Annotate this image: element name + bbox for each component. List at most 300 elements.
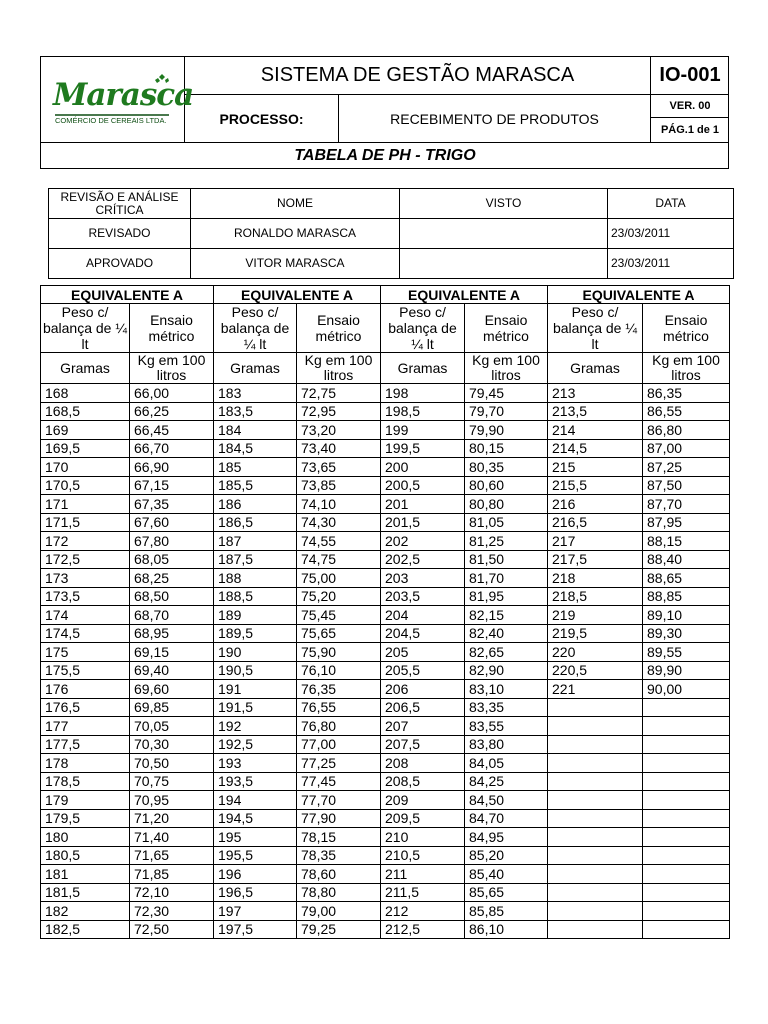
table-row — [41, 439, 730, 458]
metric-kg-cell — [643, 698, 730, 717]
weight-grams-cell: 186 — [214, 495, 297, 514]
metric-kg-cell: 67,60 — [130, 513, 214, 532]
weight-grams-cell: 184,5 — [214, 439, 297, 458]
metric-kg-cell: 66,45 — [130, 421, 214, 440]
process-label: PROCESSO: — [219, 110, 304, 127]
weight-grams-cell — [548, 920, 643, 939]
metric-kg-cell: 66,90 — [130, 458, 214, 477]
weight-grams-cell: 207,5 — [381, 735, 465, 754]
metric-kg-cell — [643, 846, 730, 865]
metric-kg-cell: 72,10 — [130, 883, 214, 902]
logo-subtitle: COMÉRCIO DE CEREAIS LTDA. — [55, 116, 167, 125]
metric-kg-cell: 79,00 — [297, 902, 381, 921]
weight-grams-cell: 197 — [214, 902, 297, 921]
weight-grams-cell: 206 — [381, 680, 465, 699]
table-row — [41, 643, 730, 662]
table-row — [41, 624, 730, 643]
metric-kg-cell: 81,25 — [465, 532, 548, 551]
weight-grams-cell: 192 — [214, 717, 297, 736]
weight-grams-cell: 190 — [214, 643, 297, 662]
metric-kg-cell: 71,65 — [130, 846, 214, 865]
metric-kg-cell: 80,35 — [465, 458, 548, 477]
metric-kg-cell: 70,50 — [130, 754, 214, 773]
weight-grams-cell: 209,5 — [381, 809, 465, 828]
revision-name: RONALDO MARASCA — [191, 219, 400, 249]
metric-kg-cell — [643, 735, 730, 754]
column-header-row — [41, 304, 730, 353]
unit-header-kg: Kg em 100 litros — [130, 353, 214, 384]
weight-grams-cell: 213,5 — [548, 402, 643, 421]
weight-grams-cell: 208,5 — [381, 772, 465, 791]
metric-kg-cell: 86,80 — [643, 421, 730, 440]
metric-kg-cell: 68,50 — [130, 587, 214, 606]
ph-table-body — [41, 384, 730, 939]
weight-grams-cell: 177,5 — [41, 735, 130, 754]
weight-grams-cell: 196 — [214, 865, 297, 884]
metric-kg-cell: 69,15 — [130, 643, 214, 662]
metric-kg-cell: 73,40 — [297, 439, 381, 458]
metric-kg-cell: 79,70 — [465, 402, 548, 421]
weight-grams-cell: 203 — [381, 569, 465, 588]
metric-kg-cell: 72,75 — [297, 384, 381, 403]
metric-kg-cell: 87,00 — [643, 439, 730, 458]
table-row — [41, 772, 730, 791]
metric-kg-cell — [643, 772, 730, 791]
weight-grams-cell: 193 — [214, 754, 297, 773]
weight-grams-cell: 180 — [41, 828, 130, 847]
weight-grams-cell: 190,5 — [214, 661, 297, 680]
metric-kg-cell: 68,70 — [130, 606, 214, 625]
metric-kg-cell: 71,85 — [130, 865, 214, 884]
weight-grams-cell: 188,5 — [214, 587, 297, 606]
weight-grams-cell: 212 — [381, 902, 465, 921]
weight-grams-cell — [548, 883, 643, 902]
metric-kg-cell: 74,30 — [297, 513, 381, 532]
system-title: SISTEMA DE GESTÃO MARASCA — [260, 64, 575, 86]
metric-kg-cell: 77,90 — [297, 809, 381, 828]
weight-grams-cell: 199,5 — [381, 439, 465, 458]
metric-kg-cell: 72,95 — [297, 402, 381, 421]
weight-grams-cell: 192,5 — [214, 735, 297, 754]
weight-grams-cell: 205,5 — [381, 661, 465, 680]
metric-kg-cell — [643, 902, 730, 921]
weight-grams-cell: 168 — [41, 384, 130, 403]
weight-grams-cell: 186,5 — [214, 513, 297, 532]
metric-kg-cell: 68,25 — [130, 569, 214, 588]
weight-grams-cell: 183 — [214, 384, 297, 403]
metric-kg-cell: 83,55 — [465, 717, 548, 736]
column-header-weight: Peso c/ balança de ¼ lt — [41, 304, 130, 353]
metric-kg-cell: 85,65 — [465, 883, 548, 902]
metric-kg-cell: 83,80 — [465, 735, 548, 754]
weight-grams-cell: 172,5 — [41, 550, 130, 569]
metric-kg-cell: 86,10 — [465, 920, 548, 939]
revision-signature — [400, 249, 608, 279]
document-header — [40, 56, 729, 169]
revision-header-cell: REVISÃO E ANÁLISE CRÍTICA — [49, 189, 191, 219]
weight-grams-cell: 208 — [381, 754, 465, 773]
weight-grams-cell: 179,5 — [41, 809, 130, 828]
weight-grams-cell: 182 — [41, 902, 130, 921]
metric-kg-cell: 77,45 — [297, 772, 381, 791]
weight-grams-cell: 169,5 — [41, 439, 130, 458]
column-header-metric: Ensaio métrico — [297, 304, 381, 353]
metric-kg-cell: 69,60 — [130, 680, 214, 699]
weight-grams-cell — [548, 735, 643, 754]
weight-grams-cell: 177 — [41, 717, 130, 736]
metric-kg-cell: 73,20 — [297, 421, 381, 440]
revision-table — [48, 188, 734, 279]
weight-grams-cell — [548, 717, 643, 736]
weight-grams-cell: 173 — [41, 569, 130, 588]
metric-kg-cell: 71,20 — [130, 809, 214, 828]
metric-kg-cell: 75,20 — [297, 587, 381, 606]
metric-kg-cell: 82,65 — [465, 643, 548, 662]
weight-grams-cell: 221 — [548, 680, 643, 699]
metric-kg-cell: 67,15 — [130, 476, 214, 495]
table-row — [41, 735, 730, 754]
table-row — [41, 476, 730, 495]
weight-grams-cell: 184 — [214, 421, 297, 440]
weight-grams-cell: 210 — [381, 828, 465, 847]
metric-kg-cell: 88,85 — [643, 587, 730, 606]
table-row — [41, 569, 730, 588]
metric-kg-cell: 86,55 — [643, 402, 730, 421]
table-row — [41, 550, 730, 569]
metric-kg-cell — [643, 809, 730, 828]
weight-grams-cell: 205 — [381, 643, 465, 662]
metric-kg-cell: 71,40 — [130, 828, 214, 847]
unit-header-kg: Kg em 100 litros — [465, 353, 548, 384]
weight-grams-cell: 204 — [381, 606, 465, 625]
metric-kg-cell: 84,25 — [465, 772, 548, 791]
table-row — [41, 587, 730, 606]
weight-grams-cell: 181 — [41, 865, 130, 884]
revision-row — [49, 249, 734, 279]
table-row — [41, 883, 730, 902]
metric-kg-cell: 74,75 — [297, 550, 381, 569]
weight-grams-cell: 202 — [381, 532, 465, 551]
column-header-metric: Ensaio métrico — [465, 304, 548, 353]
metric-kg-cell: 87,95 — [643, 513, 730, 532]
weight-grams-cell: 193,5 — [214, 772, 297, 791]
weight-grams-cell: 169 — [41, 421, 130, 440]
metric-kg-cell: 75,00 — [297, 569, 381, 588]
metric-kg-cell: 87,70 — [643, 495, 730, 514]
column-header-weight: Peso c/ balança de ¼ lt — [381, 304, 465, 353]
weight-grams-cell: 180,5 — [41, 846, 130, 865]
metric-kg-cell — [643, 754, 730, 773]
weight-grams-cell: 178 — [41, 754, 130, 773]
revision-role: APROVADO — [49, 249, 191, 279]
metric-kg-cell: 79,45 — [465, 384, 548, 403]
metric-kg-cell: 90,00 — [643, 680, 730, 699]
weight-grams-cell: 183,5 — [214, 402, 297, 421]
table-row — [41, 606, 730, 625]
weight-grams-cell: 198 — [381, 384, 465, 403]
metric-kg-cell: 81,50 — [465, 550, 548, 569]
metric-kg-cell: 70,05 — [130, 717, 214, 736]
weight-grams-cell: 187,5 — [214, 550, 297, 569]
metric-kg-cell: 79,25 — [297, 920, 381, 939]
weight-grams-cell: 189,5 — [214, 624, 297, 643]
metric-kg-cell: 80,15 — [465, 439, 548, 458]
metric-kg-cell: 70,30 — [130, 735, 214, 754]
metric-kg-cell: 84,05 — [465, 754, 548, 773]
weight-grams-cell: 176,5 — [41, 698, 130, 717]
metric-kg-cell: 83,10 — [465, 680, 548, 699]
metric-kg-cell: 72,30 — [130, 902, 214, 921]
table-title: TABELA DE PH - TRIGO — [294, 147, 476, 164]
weight-grams-cell — [548, 809, 643, 828]
weight-grams-cell: 188 — [214, 569, 297, 588]
weight-grams-cell: 216,5 — [548, 513, 643, 532]
weight-grams-cell: 168,5 — [41, 402, 130, 421]
weight-grams-cell: 200,5 — [381, 476, 465, 495]
metric-kg-cell — [643, 791, 730, 810]
metric-kg-cell: 82,90 — [465, 661, 548, 680]
metric-kg-cell: 87,50 — [643, 476, 730, 495]
table-row — [41, 402, 730, 421]
weight-grams-cell: 219 — [548, 606, 643, 625]
revision-date: 23/03/2011 — [608, 249, 734, 279]
metric-kg-cell: 74,55 — [297, 532, 381, 551]
unit-header-grams: Gramas — [214, 353, 297, 384]
weight-grams-cell: 211,5 — [381, 883, 465, 902]
metric-kg-cell: 82,40 — [465, 624, 548, 643]
weight-grams-cell: 209 — [381, 791, 465, 810]
weight-grams-cell: 181,5 — [41, 883, 130, 902]
metric-kg-cell: 73,85 — [297, 476, 381, 495]
table-row — [41, 532, 730, 551]
weight-grams-cell: 194,5 — [214, 809, 297, 828]
weight-grams-cell: 171 — [41, 495, 130, 514]
metric-kg-cell — [643, 920, 730, 939]
weight-grams-cell: 214 — [548, 421, 643, 440]
table-row — [41, 421, 730, 440]
table-row — [41, 828, 730, 847]
revision-signature — [400, 219, 608, 249]
metric-kg-cell: 83,35 — [465, 698, 548, 717]
weight-grams-cell: 201 — [381, 495, 465, 514]
weight-grams-cell: 170,5 — [41, 476, 130, 495]
weight-grams-cell: 175 — [41, 643, 130, 662]
weight-grams-cell — [548, 865, 643, 884]
weight-grams-cell: 215,5 — [548, 476, 643, 495]
revision-role: REVISADO — [49, 219, 191, 249]
weight-grams-cell: 178,5 — [41, 772, 130, 791]
weight-grams-cell: 218,5 — [548, 587, 643, 606]
weight-grams-cell: 189 — [214, 606, 297, 625]
weight-grams-cell: 220 — [548, 643, 643, 662]
weight-grams-cell: 185,5 — [214, 476, 297, 495]
metric-kg-cell: 88,15 — [643, 532, 730, 551]
weight-grams-cell: 171,5 — [41, 513, 130, 532]
metric-kg-cell: 78,80 — [297, 883, 381, 902]
weight-grams-cell: 176 — [41, 680, 130, 699]
weight-grams-cell: 198,5 — [381, 402, 465, 421]
metric-kg-cell: 76,10 — [297, 661, 381, 680]
weight-grams-cell: 196,5 — [214, 883, 297, 902]
metric-kg-cell: 77,00 — [297, 735, 381, 754]
weight-grams-cell: 179 — [41, 791, 130, 810]
document-code: IO-001 — [659, 64, 721, 86]
metric-kg-cell: 78,15 — [297, 828, 381, 847]
weight-grams-cell: 214,5 — [548, 439, 643, 458]
table-row — [41, 920, 730, 939]
revision-row — [49, 219, 734, 249]
metric-kg-cell: 82,15 — [465, 606, 548, 625]
metric-kg-cell: 86,35 — [643, 384, 730, 403]
weight-grams-cell: 191 — [214, 680, 297, 699]
weight-grams-cell — [548, 698, 643, 717]
table-row — [41, 384, 730, 403]
metric-kg-cell: 81,70 — [465, 569, 548, 588]
metric-kg-cell: 85,85 — [465, 902, 548, 921]
table-row — [41, 717, 730, 736]
metric-kg-cell: 66,70 — [130, 439, 214, 458]
table-row — [41, 865, 730, 884]
weight-grams-cell — [548, 828, 643, 847]
metric-kg-cell: 80,60 — [465, 476, 548, 495]
weight-grams-cell: 217,5 — [548, 550, 643, 569]
logo-wordmark: Marasca — [53, 77, 194, 113]
metric-kg-cell: 84,70 — [465, 809, 548, 828]
metric-kg-cell — [643, 883, 730, 902]
weight-grams-cell: 212,5 — [381, 920, 465, 939]
weight-grams-cell — [548, 791, 643, 810]
metric-kg-cell: 75,65 — [297, 624, 381, 643]
metric-kg-cell: 78,60 — [297, 865, 381, 884]
metric-kg-cell: 81,05 — [465, 513, 548, 532]
metric-kg-cell: 70,95 — [130, 791, 214, 810]
weight-grams-cell: 203,5 — [381, 587, 465, 606]
metric-kg-cell: 75,45 — [297, 606, 381, 625]
table-row — [41, 754, 730, 773]
weight-grams-cell: 206,5 — [381, 698, 465, 717]
weight-grams-cell — [548, 754, 643, 773]
metric-kg-cell: 72,50 — [130, 920, 214, 939]
process-value: RECEBIMENTO DE PRODUTOS — [390, 110, 599, 127]
company-logo — [51, 73, 194, 133]
weight-grams-cell — [548, 846, 643, 865]
metric-kg-cell: 76,35 — [297, 680, 381, 699]
weight-grams-cell — [548, 902, 643, 921]
metric-kg-cell — [643, 717, 730, 736]
unit-header-row — [41, 353, 730, 384]
column-header-weight: Peso c/ balança de ¼ lt — [214, 304, 297, 353]
table-row — [41, 791, 730, 810]
metric-kg-cell: 68,95 — [130, 624, 214, 643]
weight-grams-cell: 217 — [548, 532, 643, 551]
group-header: EQUIVALENTE A — [548, 286, 730, 304]
weight-grams-cell: 215 — [548, 458, 643, 477]
metric-kg-cell: 80,80 — [465, 495, 548, 514]
metric-kg-cell: 79,90 — [465, 421, 548, 440]
metric-kg-cell: 81,95 — [465, 587, 548, 606]
metric-kg-cell: 84,50 — [465, 791, 548, 810]
weight-grams-cell: 182,5 — [41, 920, 130, 939]
table-row — [41, 809, 730, 828]
weight-grams-cell: 187 — [214, 532, 297, 551]
group-header-row — [41, 286, 730, 304]
weight-grams-cell: 173,5 — [41, 587, 130, 606]
metric-kg-cell: 67,35 — [130, 495, 214, 514]
metric-kg-cell: 69,85 — [130, 698, 214, 717]
table-row — [41, 902, 730, 921]
metric-kg-cell: 78,35 — [297, 846, 381, 865]
metric-kg-cell: 70,75 — [130, 772, 214, 791]
metric-kg-cell: 89,55 — [643, 643, 730, 662]
column-header-metric: Ensaio métrico — [643, 304, 730, 353]
group-header: EQUIVALENTE A — [381, 286, 548, 304]
table-row — [41, 458, 730, 477]
table-row — [41, 513, 730, 532]
unit-header-kg: Kg em 100 litros — [643, 353, 730, 384]
metric-kg-cell: 76,55 — [297, 698, 381, 717]
revision-date: 23/03/2011 — [608, 219, 734, 249]
metric-kg-cell: 69,40 — [130, 661, 214, 680]
weight-grams-cell: 219,5 — [548, 624, 643, 643]
weight-grams-cell: 216 — [548, 495, 643, 514]
weight-grams-cell: 218 — [548, 569, 643, 588]
unit-header-kg: Kg em 100 litros — [297, 353, 381, 384]
metric-kg-cell: 67,80 — [130, 532, 214, 551]
metric-kg-cell: 75,90 — [297, 643, 381, 662]
weight-grams-cell — [548, 772, 643, 791]
revision-header-row — [49, 189, 734, 219]
column-header-metric: Ensaio métrico — [130, 304, 214, 353]
table-row — [41, 495, 730, 514]
metric-kg-cell: 76,80 — [297, 717, 381, 736]
metric-kg-cell: 77,70 — [297, 791, 381, 810]
metric-kg-cell: 89,90 — [643, 661, 730, 680]
weight-grams-cell: 213 — [548, 384, 643, 403]
weight-grams-cell: 195 — [214, 828, 297, 847]
weight-grams-cell: 210,5 — [381, 846, 465, 865]
table-row — [41, 846, 730, 865]
metric-kg-cell: 66,25 — [130, 402, 214, 421]
metric-kg-cell — [643, 865, 730, 884]
weight-grams-cell: 204,5 — [381, 624, 465, 643]
weight-grams-cell: 170 — [41, 458, 130, 477]
column-header-weight: Peso c/ balança de ¼ lt — [548, 304, 643, 353]
group-header: EQUIVALENTE A — [41, 286, 214, 304]
metric-kg-cell: 88,40 — [643, 550, 730, 569]
weight-grams-cell: 174,5 — [41, 624, 130, 643]
unit-header-grams: Gramas — [548, 353, 643, 384]
weight-grams-cell: 200 — [381, 458, 465, 477]
weight-grams-cell: 195,5 — [214, 846, 297, 865]
group-header: EQUIVALENTE A — [214, 286, 381, 304]
weight-grams-cell: 174 — [41, 606, 130, 625]
metric-kg-cell: 68,05 — [130, 550, 214, 569]
unit-header-grams: Gramas — [41, 353, 130, 384]
weight-grams-cell: 175,5 — [41, 661, 130, 680]
table-row — [41, 680, 730, 699]
metric-kg-cell: 88,65 — [643, 569, 730, 588]
metric-kg-cell: 66,00 — [130, 384, 214, 403]
metric-kg-cell: 73,65 — [297, 458, 381, 477]
weight-grams-cell: 199 — [381, 421, 465, 440]
metric-kg-cell: 85,20 — [465, 846, 548, 865]
weight-grams-cell: 194 — [214, 791, 297, 810]
table-row — [41, 661, 730, 680]
weight-grams-cell: 191,5 — [214, 698, 297, 717]
weight-grams-cell: 211 — [381, 865, 465, 884]
weight-grams-cell: 185 — [214, 458, 297, 477]
metric-kg-cell: 85,40 — [465, 865, 548, 884]
